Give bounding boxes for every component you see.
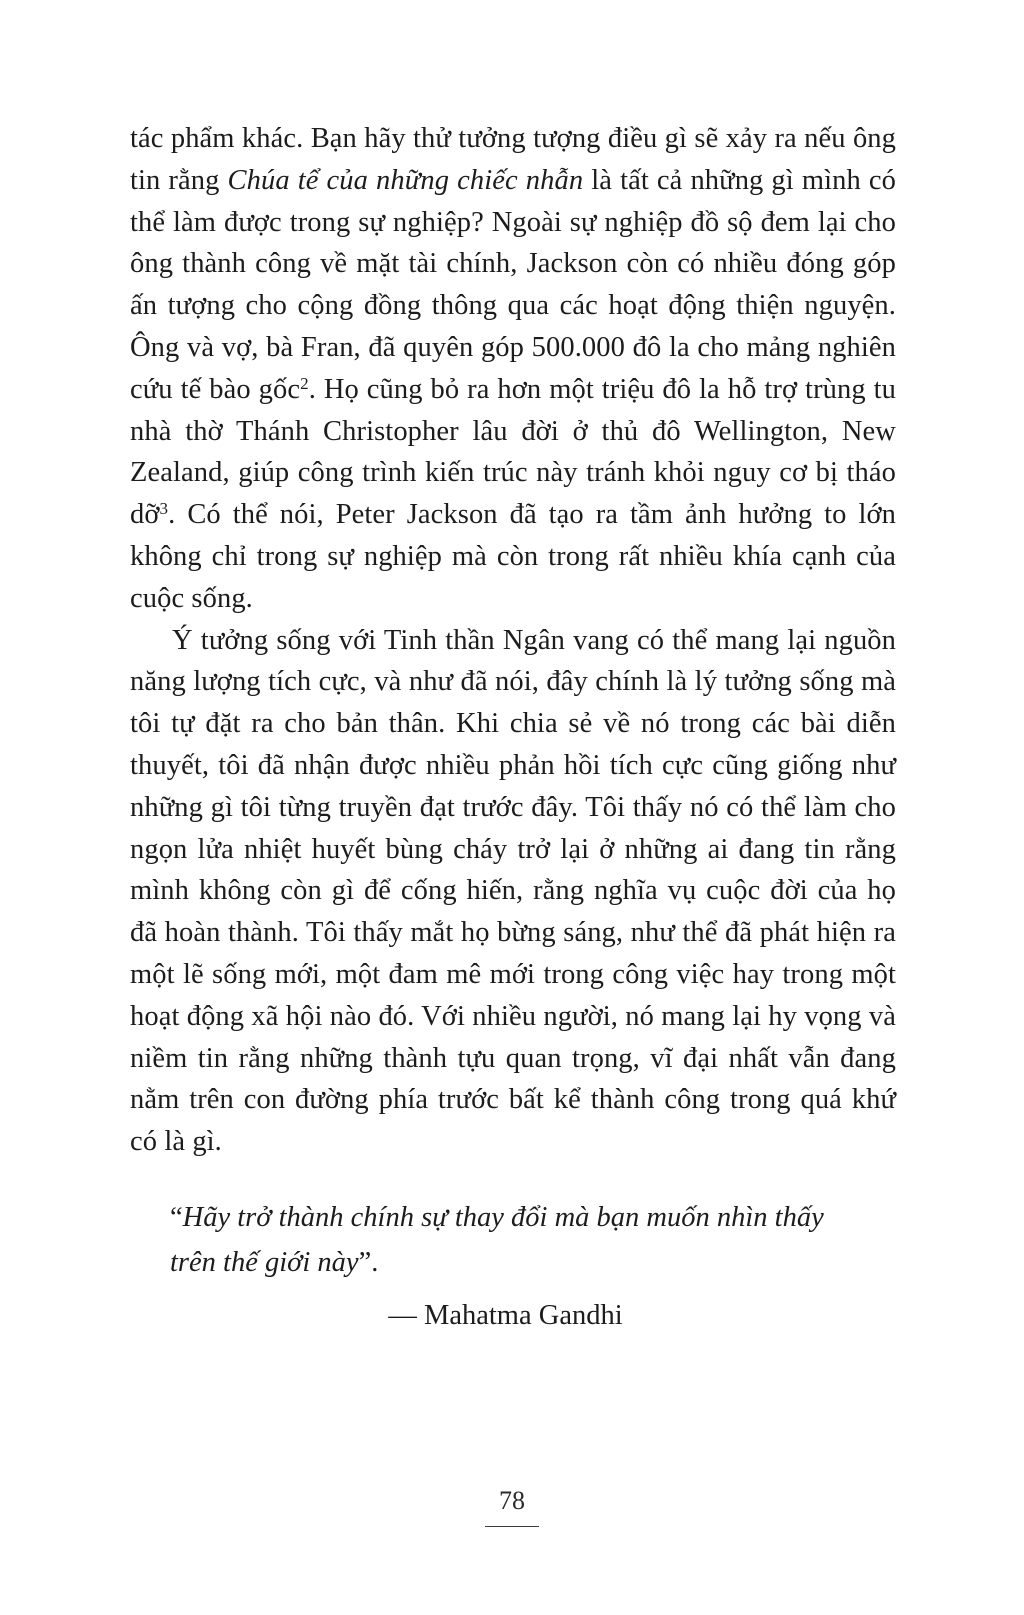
paragraph-2: Ý tưởng sống với Tinh thần Ngân vang có thể mang lại nguồn năng lượng tích cực, và như đã nói, đây chính là lý tưởng sống mà tôi tự đặt ra cho bản thân. Khi chia sẻ về nó trong các bài diễn thuyết, tôi đã nhận được nhiều phản hồi tích cực cũng giống như những gì tôi từng truyền đạt trước đây. Tôi thấy nó có thể làm cho ngọn lửa nhiệt huyết bùng cháy trở lại ở những ai đang tin rằng mình không còn gì để cống hiến, rằng nghĩa vụ cuộc đời của họ đã hoàn thành. Tôi thấy mắt họ bừng sáng, như thể đã phát hiện ra một lẽ sống mới, một đam mê mới trong công việc hay trong một hoạt động xã hội nào đó. Với nhiều người, nó mang lại hy vọng và niềm tin rằng những thành tựu quan trọng, vĩ đại nhất vẫn đang nằm trên con đường phía trước bất kể thành công trong quá khứ có là gì. xyxy=(130,624,896,1158)
quote-block xyxy=(130,1195,896,1338)
quote-open-mark: “ xyxy=(170,1201,183,1233)
paragraph-1-text: là tất cả những gì mình có thể làm được trong sự nghiệp? Ngoài sự nghiệp đồ sộ đem lại cho ông thành công về mặt tài chính, Jackson còn có nhiều đóng góp ấn tượng cho cộng đồng thông qua các hoạt động thiện nguyện. Ông và vợ, bà Fran, đã quyên góp 500.000 đô la cho mảng nghiên cứu tế bào gốc xyxy=(130,164,896,405)
paragraph-1-text: tác phẩm khác. Bạn hãy thử tưởng tượng điều gì sẽ xảy ra nếu ông tin rằng xyxy=(130,123,896,196)
book-title-italic: Chúa tể của những chiếc nhẫn xyxy=(227,164,584,196)
text-block xyxy=(130,118,896,1338)
footnote-ref-2: 2 xyxy=(300,373,309,393)
page-number-container xyxy=(0,1486,1024,1527)
quote-text: Hãy trở thành chính sự thay đổi mà bạn muốn nhìn thấy trên thế giới này xyxy=(170,1201,824,1278)
quote-close-mark: ”. xyxy=(358,1246,379,1278)
footnote-ref-3: 3 xyxy=(159,499,169,519)
paragraph-1 xyxy=(130,118,896,620)
paragraph-1-text: . Có thể nói, Peter Jackson đã tạo ra tầm ảnh hưởng to lớn không chỉ trong sự nghiệp mà còn trong rất nhiều khía cạnh của cuộc sống. xyxy=(130,499,896,614)
paragraph-1-text: . Họ cũng bỏ ra hơn một triệu đô la hỗ trợ trùng tu nhà thờ Thánh Christopher lâu đời ở thủ đô Wellington, New Zealand, giúp công trình kiến trúc này tránh khỏi nguy cơ bị tháo dỡ xyxy=(130,373,896,531)
page-number: 78 xyxy=(485,1486,539,1527)
quote-attribution: — Mahatma Gandhi xyxy=(388,1299,623,1331)
